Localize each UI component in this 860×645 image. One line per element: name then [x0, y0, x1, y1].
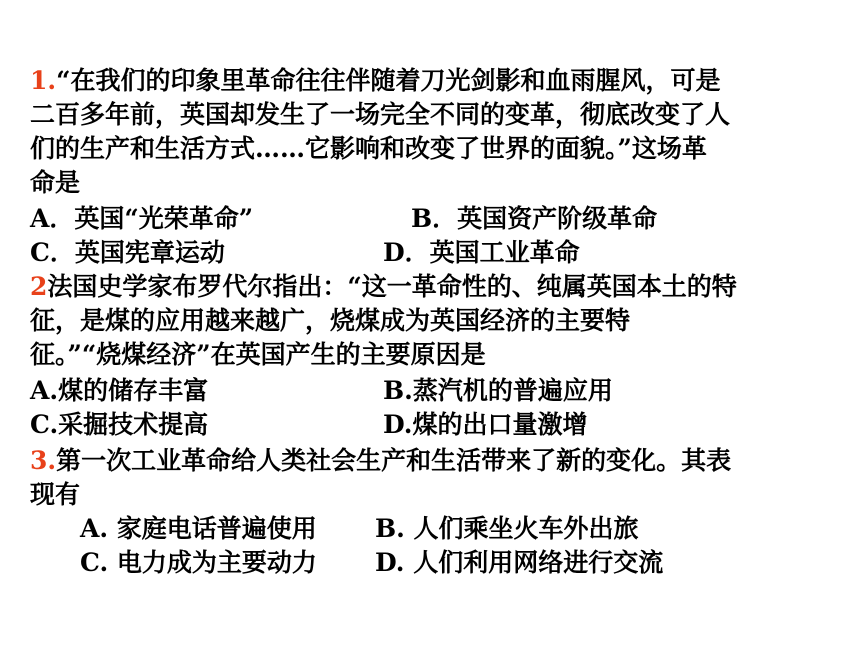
- q2-stem-line-1: 法国史学家布罗代尔指出：“这一革命性的、纯属英国本土的特: [47, 272, 737, 301]
- q3-option-c: C. 电力成为主要动力: [80, 548, 317, 577]
- q1-number: 1.: [30, 66, 57, 95]
- q1-option-a: A．英国“光荣革命”: [30, 204, 254, 233]
- q2-option-d: D.煤的出口量激增: [383, 410, 588, 439]
- q1-stem-line-3: 们的生产和生活方式……它影响和改变了世界的面貌。”这场革: [30, 134, 707, 163]
- q2-option-a: A.煤的储存丰富: [30, 376, 209, 405]
- q1-stem-line-2: 二百多年前，英国却发生了一场完全不同的变革，彻底改变了人: [30, 100, 731, 129]
- q2-line-1: [30, 270, 737, 304]
- q2-option-b: B.蒸汽机的普遍应用: [383, 376, 613, 405]
- q1-line-1: [30, 64, 721, 98]
- q2-number: 2: [30, 272, 48, 301]
- q3-line-1: [30, 444, 731, 478]
- q3-option-a: A. 家庭电话普遍使用: [80, 514, 317, 543]
- q1-option-c: C．英国宪章运动: [30, 238, 225, 267]
- q2-option-c: C.采掘技术提高: [30, 410, 209, 439]
- q1-stem-line-1: “在我们的印象里革命往往伴随着刀光剑影和血雨腥风，可是: [56, 66, 721, 95]
- q1-option-b: B．英国资产阶级革命: [411, 204, 658, 233]
- q2-stem-line-3: 征。”“烧煤经济”在英国产生的主要原因是: [30, 340, 486, 369]
- q1-stem-line-4: 命是: [30, 168, 81, 197]
- q3-option-d: D. 人们利用网络进行交流: [375, 548, 664, 577]
- q2-stem-line-2: 征，是煤的应用越来越广，烧煤成为英国经济的主要特: [30, 306, 631, 335]
- q3-number: 3.: [30, 446, 57, 475]
- q3-stem-line-1: 第一次工业革命给人类社会生产和生活带来了新的变化。其表: [56, 446, 732, 475]
- q1-option-d: D．英国工业革命: [383, 238, 580, 267]
- q3-option-b: B. 人们乘坐火车外出旅: [375, 514, 639, 543]
- q3-stem-line-2: 现有: [30, 480, 81, 509]
